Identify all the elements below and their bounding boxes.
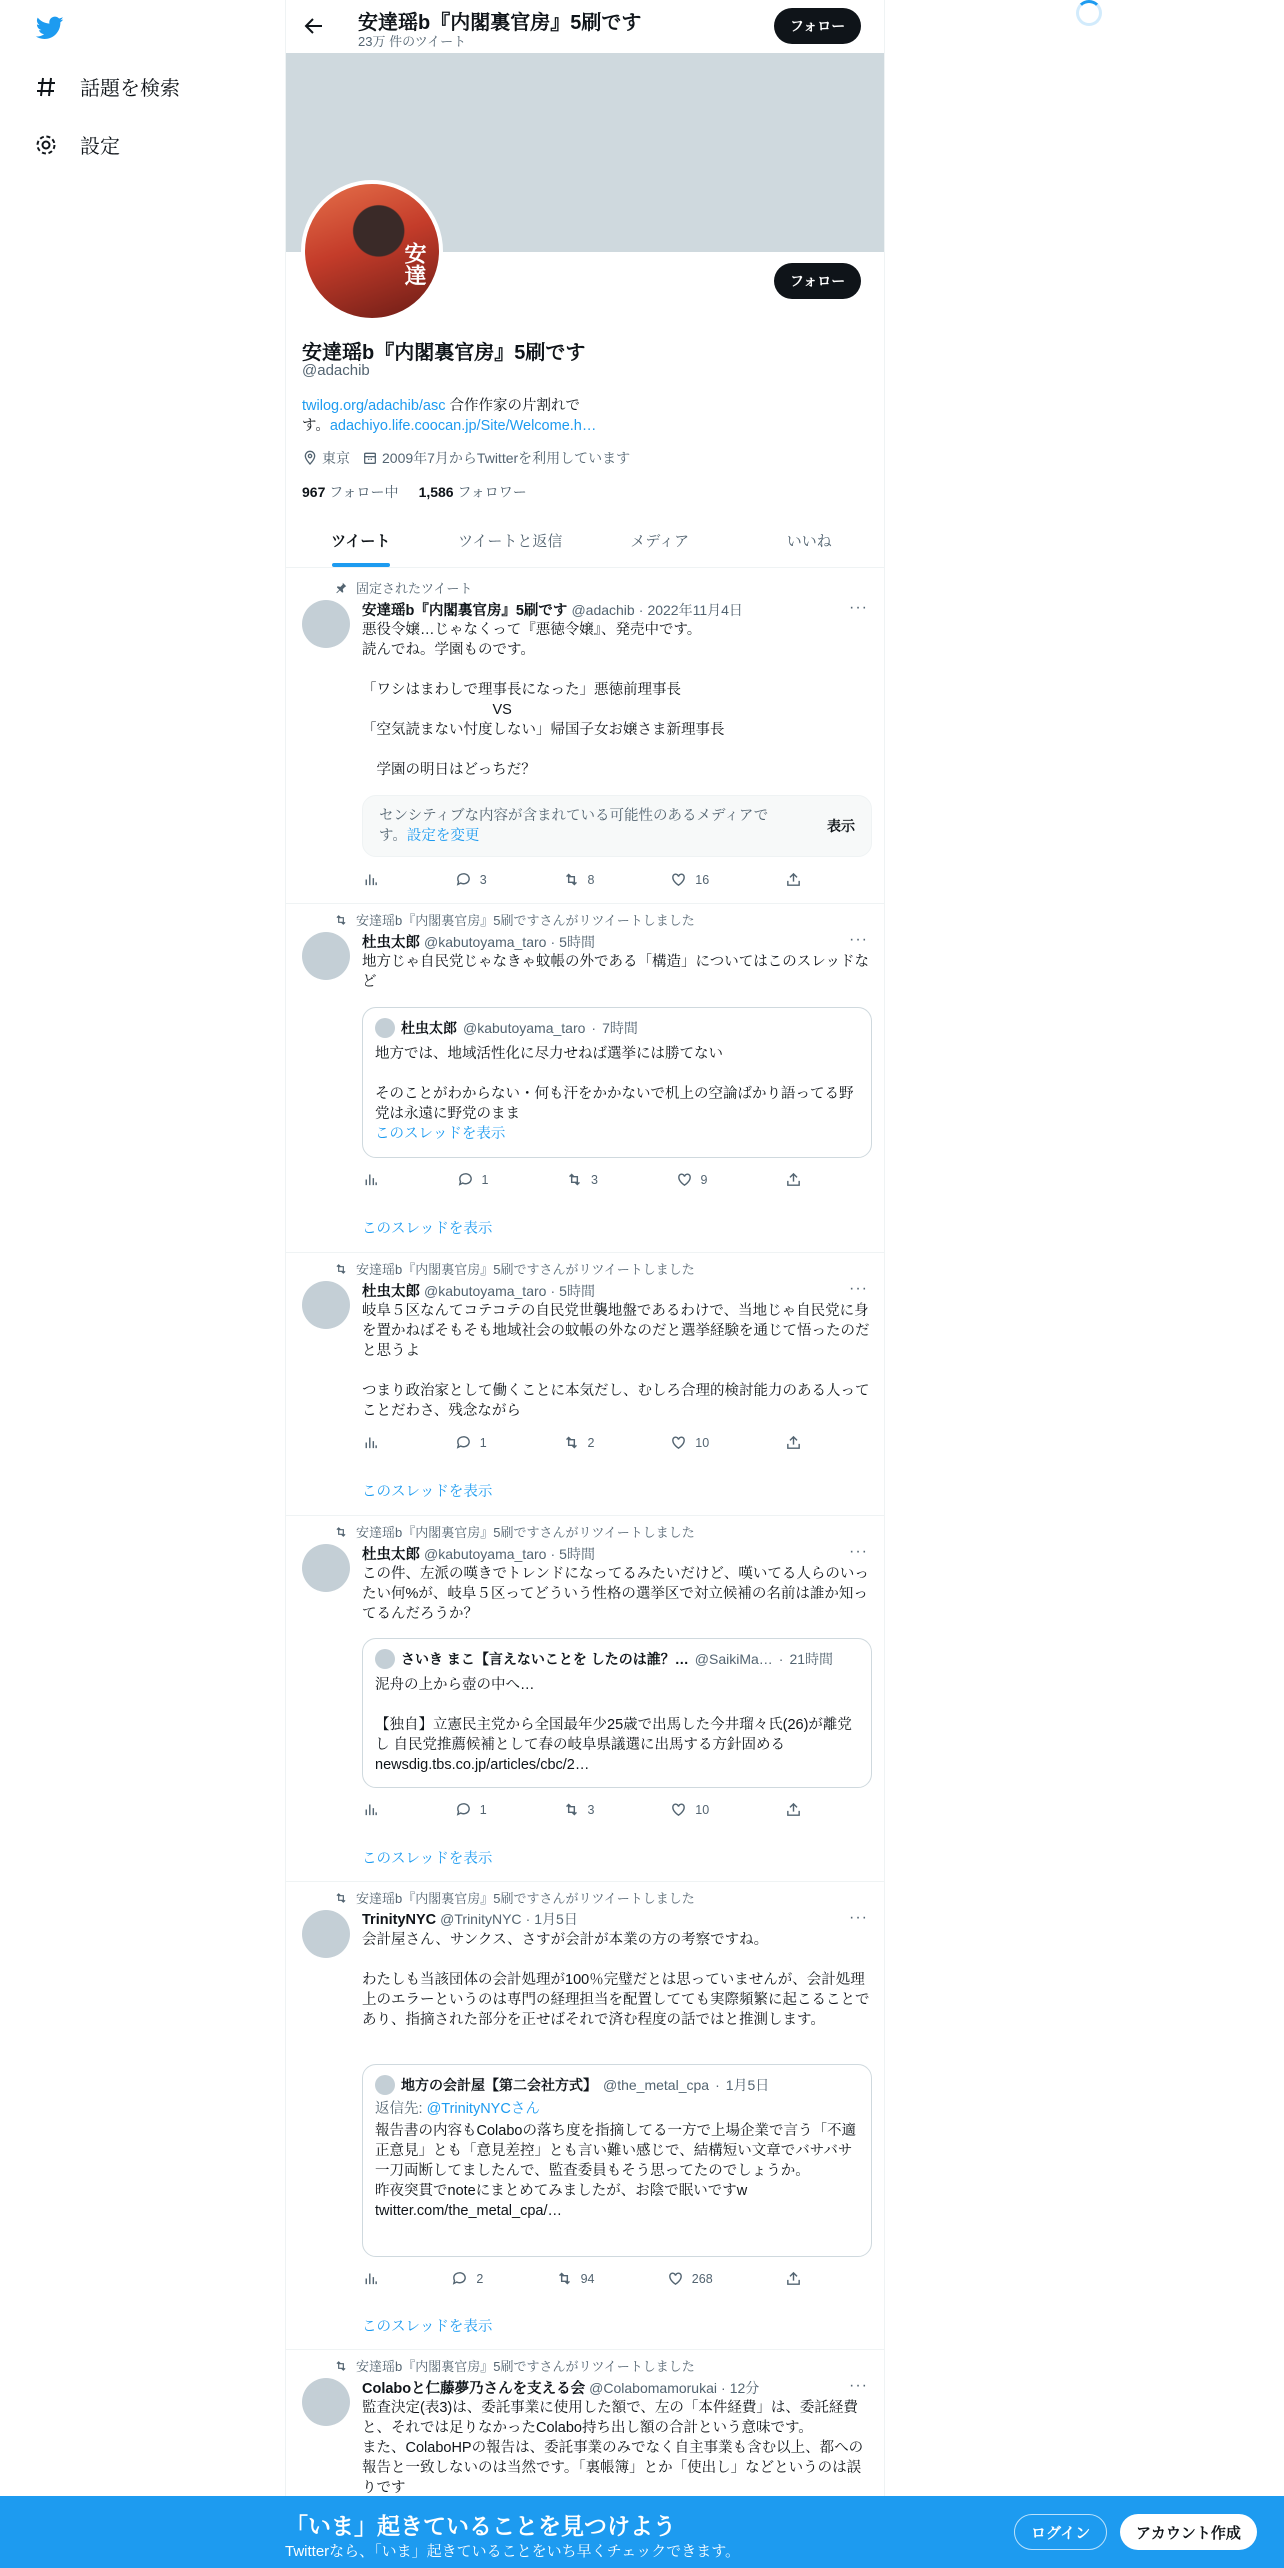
change-settings-link[interactable]: 設定を変更 <box>406 828 480 844</box>
tweet-author-handle[interactable]: @adachib <box>571 602 635 618</box>
tweet-retweeted-3[interactable] <box>286 1516 884 1882</box>
tweet-author-name[interactable]: 杜虫太郎 <box>362 1284 420 1300</box>
share-button[interactable] <box>785 1801 802 1818</box>
tweet-actions <box>362 1171 802 1188</box>
retweet-icon <box>334 2359 348 2373</box>
tweet-author-name[interactable]: TrinityNYC <box>362 1912 437 1928</box>
quote-author-handle: @kabutoyama_taro <box>463 1020 586 1036</box>
loading-spinner-icon <box>1076 0 1102 26</box>
profile-location: 東京 <box>322 450 350 466</box>
like-button[interactable]: 268 <box>667 2270 713 2287</box>
share-icon <box>785 1171 802 1188</box>
tweet-author-handle[interactable]: @kabutoyama_taro <box>424 1546 547 1562</box>
tweet-time[interactable]: 2022年11月4日 <box>647 602 743 618</box>
quote-author-name: 地方の会計屋【第二会社方式】 <box>401 2077 597 2093</box>
sensitive-media-warning <box>362 795 872 857</box>
quote-time: 21時間 <box>789 1651 834 1667</box>
sidebar-item-label: 設定 <box>80 136 120 158</box>
tweet-header: 杜虫太郎 @kabutoyama_taro · 5時間 <box>362 1283 595 1300</box>
reply-button[interactable]: 2 <box>451 2270 483 2287</box>
tweet-text: この件、左派の嘆きでトレンドになってるみたいだけど、嘆いてる人らのいったい何%が、岐阜５区ってどういう性格の選挙区で対立候補の名前は誰か知ってるんだろうか？ <box>362 1566 869 1622</box>
profile-bio <box>302 396 622 436</box>
tab-tweets[interactable]: ツイート <box>286 515 436 567</box>
tweet-time[interactable]: 5時間 <box>559 1546 595 1562</box>
show-thread-link[interactable]: このスレッドを表示 <box>362 1484 493 1500</box>
quoted-tweet[interactable]: 杜虫太郎 @kabutoyama_taro · 7時間 地方では、地域活性化に尽力せねば選挙には勝てない そのことがわからない・何も汗をかかないで机上の空論ばかり語ってる野党は永遠に野党のまま このスレッドを表示 <box>362 1007 872 1158</box>
quote-avatar <box>375 2075 395 2095</box>
tweet-text: 会計屋さん、サンクス、さすが会計が本業の方の考察ですね。 わたしも当該団体の会計処理が100％完璧だとは思っていませんが、会計処理上のエラーというのは専門の経理担当を配置してても実際頻繁に起こることであり、指摘された部分を正せばそれで済む程度の話ではと推測します。 <box>362 1932 870 2028</box>
signup-prompt-title: 「いま」起きていることを見つけよう <box>285 2513 676 2539</box>
retweet-icon <box>334 1262 348 1276</box>
reply-icon <box>455 1434 472 1451</box>
heart-icon <box>676 1171 693 1188</box>
sensitive-text: センシティブな内容が含まれている可能性のあるメディアです。 <box>379 808 769 844</box>
follow-button[interactable]: フォロー <box>774 263 861 299</box>
more-options-icon[interactable]: ··· <box>849 1909 868 1926</box>
tweet-header: TrinityNYC @TrinityNYC · 1月5日 <box>362 1911 578 1928</box>
tweet-time[interactable]: 12分 <box>729 2380 760 2396</box>
retweet-icon <box>334 1891 348 1905</box>
share-button[interactable] <box>785 2270 802 2287</box>
reply-button[interactable]: 1 <box>455 1801 487 1818</box>
profile-header-bar <box>286 0 884 53</box>
tweet-retweeted-1[interactable] <box>286 904 884 1253</box>
quote-text: 報告書の内容もColaboの落ち度を指摘してる一方で上場企業で言う「不適正意見」とも「意見差控」とも言い難い感じで、結構短い文章でバサバサ一刀両断してましたんで、監査委員もそう思ってたのでしょうか。 昨夜突貫でnoteにまとめてみましたが、お陰で眠いですw twitter.com/the_metal_cpa/… <box>375 2123 856 2219</box>
reply-button[interactable]: 1 <box>455 1434 487 1451</box>
profile-stats <box>302 482 527 502</box>
tweet-context: 固定されたツイート <box>334 578 472 597</box>
pin-icon <box>334 581 348 595</box>
share-button[interactable] <box>785 1434 802 1451</box>
quote-time: 1月5日 <box>725 2077 770 2093</box>
analytics-button[interactable] <box>362 2270 379 2287</box>
retweet-button[interactable]: 3 <box>563 1801 595 1818</box>
analytics-icon <box>362 2270 379 2287</box>
more-options-icon[interactable]: ··· <box>849 2377 868 2394</box>
profile-avatar[interactable] <box>301 180 443 322</box>
tweet-avatar[interactable] <box>302 1281 350 1329</box>
tab-likes[interactable]: いいね <box>786 533 832 550</box>
tweet-header: 杜虫太郎 @kabutoyama_taro · 5時間 <box>362 1546 595 1563</box>
share-button[interactable] <box>785 871 802 888</box>
like-button[interactable]: 10 <box>670 1801 709 1818</box>
retweet-icon <box>563 871 580 888</box>
tab-media[interactable]: メディア <box>630 533 690 550</box>
avatar-text: 安達 <box>402 242 427 286</box>
retweet-icon <box>334 913 348 927</box>
tweet-actions <box>362 1434 802 1451</box>
retweet-icon <box>563 1434 580 1451</box>
quote-text: 地方では、地域活性化に尽力せねば選挙には勝てない そのことがわからない・何も汗をかかないで机上の空論ばかり語ってる野党は永遠に野党のまま <box>375 1046 854 1122</box>
retweet-button[interactable]: 3 <box>566 1171 598 1188</box>
left-sidebar <box>0 0 285 2568</box>
bio-link-twilog[interactable]: twilog.org/adachib/asc <box>302 398 446 414</box>
tweet-actions <box>362 1801 802 1818</box>
sidebar-item-explore[interactable] <box>34 72 180 101</box>
more-options-icon[interactable]: ··· <box>849 931 868 948</box>
tweet-context: 安達瑶b『内閣裏官房』5刷ですさんがリツイートしました <box>334 2356 695 2375</box>
heart-icon <box>670 1801 687 1818</box>
share-icon <box>785 2270 802 2287</box>
tweet-author-handle[interactable]: @TrinityNYC <box>440 1911 522 1927</box>
tweet-actions <box>362 871 802 888</box>
gear-icon <box>34 133 58 157</box>
tweet-time[interactable]: 1月5日 <box>534 1911 578 1927</box>
analytics-icon <box>362 1171 379 1188</box>
like-button[interactable]: 9 <box>676 1171 708 1188</box>
tweet-retweeted-4[interactable] <box>286 1882 884 2350</box>
quote-author-handle: @SaikiMa… <box>694 1651 773 1667</box>
reply-icon <box>457 1171 474 1188</box>
tweet-author-handle[interactable]: @kabutoyama_taro <box>424 1283 547 1299</box>
quoted-tweet[interactable]: さいき まこ【言えないことを したのは誰？… @SaikiMa… · 21時間 泥舟の上から壺の中へ… 【独自】立憲民主党から全国最年少25歳で出馬した今井瑠々氏(26)が離党し 自民党推薦候補として春の岐阜県議選に出馬する方針固める newsdig.tbs.co.jp/articles/cbc/2… <box>362 1638 872 1788</box>
more-options-icon[interactable]: ··· <box>849 1543 868 1560</box>
tweet-actions <box>362 2270 802 2287</box>
analytics-button[interactable] <box>362 1801 379 1818</box>
analytics-button[interactable] <box>362 871 379 888</box>
tweet-text: 悪役令嬢…じゃなくって『悪徳令嬢』、発売中です。 読んでね。学園ものです。 「ワシはまわしで理事長になった」悪徳前理事長 VS 「空気読まない忖度しない」帰国子女お嬢さま新理事長 学園の明日はどっちだ？ <box>362 622 725 778</box>
quote-author-name: さいき まこ【言えないことを したのは誰？… <box>401 1651 689 1667</box>
quote-author-handle: @the_metal_cpa <box>603 2077 710 2093</box>
bio-link-website[interactable]: adachiyo.life.coocan.jp/Site/Welcome.h… <box>329 418 597 434</box>
tweet-time[interactable]: 5時間 <box>559 1283 595 1299</box>
reply-to-link[interactable]: @TrinityNYCさん <box>426 2101 540 2117</box>
profile-name: 安達瑶b『内閣裏官房』5刷です <box>302 342 586 364</box>
hashtag-icon <box>34 75 58 99</box>
retweet-icon <box>556 2270 573 2287</box>
tweet-author-name[interactable]: Colaboと仁藤夢乃さんを支える会 <box>362 2381 586 2397</box>
retweet-icon <box>566 1171 583 1188</box>
profile-meta <box>302 448 630 468</box>
show-media-button[interactable]: 表示 <box>827 818 855 834</box>
tweet-context: 安達瑶b『内閣裏官房』5刷ですさんがリツイートしました <box>334 910 695 929</box>
main-column <box>285 0 885 2568</box>
share-icon <box>785 1434 802 1451</box>
heart-icon <box>667 2270 684 2287</box>
tweet-avatar[interactable] <box>302 932 350 980</box>
tweet-context: 安達瑶b『内閣裏官房』5刷ですさんがリツイートしました <box>334 1259 695 1278</box>
analytics-icon <box>362 871 379 888</box>
reply-icon <box>455 1801 472 1818</box>
tweet-avatar[interactable] <box>302 1910 350 1958</box>
tweet-time[interactable]: 5時間 <box>559 934 595 950</box>
analytics-icon <box>362 1434 379 1451</box>
show-thread-link[interactable]: このスレッドを表示 <box>362 2319 493 2335</box>
like-button[interactable]: 16 <box>670 871 709 888</box>
share-icon <box>785 871 802 888</box>
analytics-button[interactable] <box>362 1171 379 1188</box>
reply-button[interactable]: 3 <box>455 871 487 888</box>
quote-show-thread-link[interactable]: このスレッドを表示 <box>375 1126 506 1142</box>
tweet-text: 監査決定(表3)は、委託事業に使用した額で、左の「本件経費」は、委託経費と、それでは足りなかったColabo持ち出し額の合計という意味です。 また、ColaboHPの報告は、委託事業のみでなく自主事業も含む以上、都への報告と一致しないのは当然です。「裏帳簿」とか「使出し」などというのは誤りです <box>362 2400 864 2496</box>
location-pin-icon <box>302 450 318 466</box>
login-button[interactable]: ログイン <box>1014 2514 1107 2550</box>
reply-icon <box>451 2270 468 2287</box>
tweet-avatar[interactable] <box>302 1544 350 1592</box>
tweet-author-handle[interactable]: @Colabomamorukai <box>589 2380 717 2396</box>
profile-joined-date: 2009年7月からTwitterを利用しています <box>382 450 631 466</box>
reply-icon <box>455 871 472 888</box>
header-profile-name: 安達瑶b『内閣裏官房』5刷です <box>358 12 642 34</box>
show-thread-link[interactable]: このスレッドを表示 <box>362 1851 493 1867</box>
back-arrow-icon[interactable] <box>302 14 326 38</box>
header-tweet-count: 23万 件のツイート <box>358 34 467 49</box>
calendar-icon <box>362 450 378 466</box>
like-button[interactable]: 10 <box>670 1434 709 1451</box>
tweet-header: Colaboと仁藤夢乃さんを支える会 @Colabomamorukai · 12分 <box>362 2380 760 2397</box>
analytics-button[interactable] <box>362 1434 379 1451</box>
tweet-retweeted-2[interactable] <box>286 1253 884 1516</box>
following-link[interactable]: 967 フォロー中 <box>302 484 399 500</box>
tweet-context: 安達瑶b『内閣裏官房』5刷ですさんがリツイートしました <box>334 1888 695 1907</box>
signup-prompt-subtitle: Twitterなら、「いま」起きていることをいち早くチェックできます。 <box>285 2543 741 2560</box>
profile-tabs <box>286 515 884 568</box>
quote-text: 泥舟の上から壺の中へ… 【独自】立憲民主党から全国最年少25歳で出馬した今井瑠々氏(26)が離党し 自民党推薦候補として春の岐阜県議選に出馬する方針固める newsdig.tbs.co.jp/articles/cbc/2… <box>375 1677 852 1773</box>
reply-button[interactable]: 1 <box>457 1171 489 1188</box>
sidebar-item-label: 話題を検索 <box>80 78 180 100</box>
signup-button[interactable]: アカウント作成 <box>1120 2514 1257 2550</box>
heart-icon <box>670 1434 687 1451</box>
tweet-author-name[interactable]: 安達瑶b『内閣裏官房』5刷です <box>362 603 568 619</box>
tweet-context: 安達瑶b『内閣裏官房』5刷ですさんがリツイートしました <box>334 1522 695 1541</box>
retweet-icon <box>334 1525 348 1539</box>
quote-time: 7時間 <box>602 1020 638 1036</box>
profile-handle: @adachib <box>302 362 370 379</box>
tweet-author-name[interactable]: 杜虫太郎 <box>362 935 420 951</box>
analytics-icon <box>362 1801 379 1818</box>
twitter-logo-icon[interactable] <box>34 14 66 42</box>
more-options-icon[interactable]: ··· <box>849 1280 868 1297</box>
retweet-button[interactable]: 2 <box>563 1434 595 1451</box>
tweet-author-name[interactable]: 杜虫太郎 <box>362 1547 420 1563</box>
tab-tweets-and-replies[interactable]: ツイートと返信 <box>458 533 563 550</box>
quote-reply-to: 返信先: @TrinityNYCさん <box>375 2101 540 2117</box>
header-follow-button[interactable]: フォロー <box>774 8 861 44</box>
retweet-button[interactable]: 8 <box>563 871 595 888</box>
bio-text-2: す。 <box>302 418 330 434</box>
tweet-text: 岐阜５区なんてコテコテの自民党世襲地盤であるわけで、当地じゃ自民党に身を置かねばそもそも地域社会の蚊帳の外なのだと選挙経験を通じて悟ったのだと思うよ つまり政治家として働くことに本気だし、むしろ合理的検討能力のある人ってことだわさ、残念ながら <box>362 1303 870 1419</box>
tweet-author-handle[interactable]: @kabutoyama_taro <box>424 934 547 950</box>
quote-avatar <box>375 1649 395 1669</box>
bio-text: 合作作家の片割れで <box>445 398 581 414</box>
tweet-avatar[interactable] <box>302 600 350 648</box>
sidebar-item-settings[interactable] <box>34 130 120 159</box>
quote-author-name: 杜虫太郎 <box>401 1020 457 1036</box>
heart-icon <box>670 871 687 888</box>
retweet-icon <box>563 1801 580 1818</box>
tweet-header: 安達瑶b『内閣裏官房』5刷です @adachib · 2022年11月4日 <box>362 602 743 619</box>
tweet-text: 地方じゃ自民党じゃなきゃ蚊帳の外である「構造」についてはこのスレッドなど <box>362 954 870 990</box>
followers-link[interactable]: 1,586 フォロワー <box>418 484 527 500</box>
more-options-icon[interactable]: ··· <box>849 599 868 616</box>
tweet-pinned[interactable] <box>286 568 884 904</box>
share-icon <box>785 1801 802 1818</box>
retweet-button[interactable]: 94 <box>556 2270 595 2287</box>
share-button[interactable] <box>785 1171 802 1188</box>
tweet-avatar[interactable] <box>302 2378 350 2426</box>
quoted-tweet[interactable]: 地方の会計屋【第二会社方式】 @the_metal_cpa · 1月5日 返信先: @TrinityNYCさん 報告書の内容もColaboの落ち度を指摘してる一方で上場企業で言う「不適正意見」とも「意見差控」とも言い難い感じで、結構短い文章でバサバサ一刀両断してましたんで、監査委員もそう思ってたのでしょうか。 昨夜突貫でnoteにまとめてみましたが、お陰で眠いですw twitter.com/the_metal_cpa/… <box>362 2064 872 2257</box>
quote-avatar <box>375 1018 395 1038</box>
show-thread-link[interactable]: このスレッドを表示 <box>362 1221 493 1237</box>
tweet-header: 杜虫太郎 @kabutoyama_taro · 5時間 <box>362 934 595 951</box>
signup-prompt-bar <box>0 2496 1284 2568</box>
